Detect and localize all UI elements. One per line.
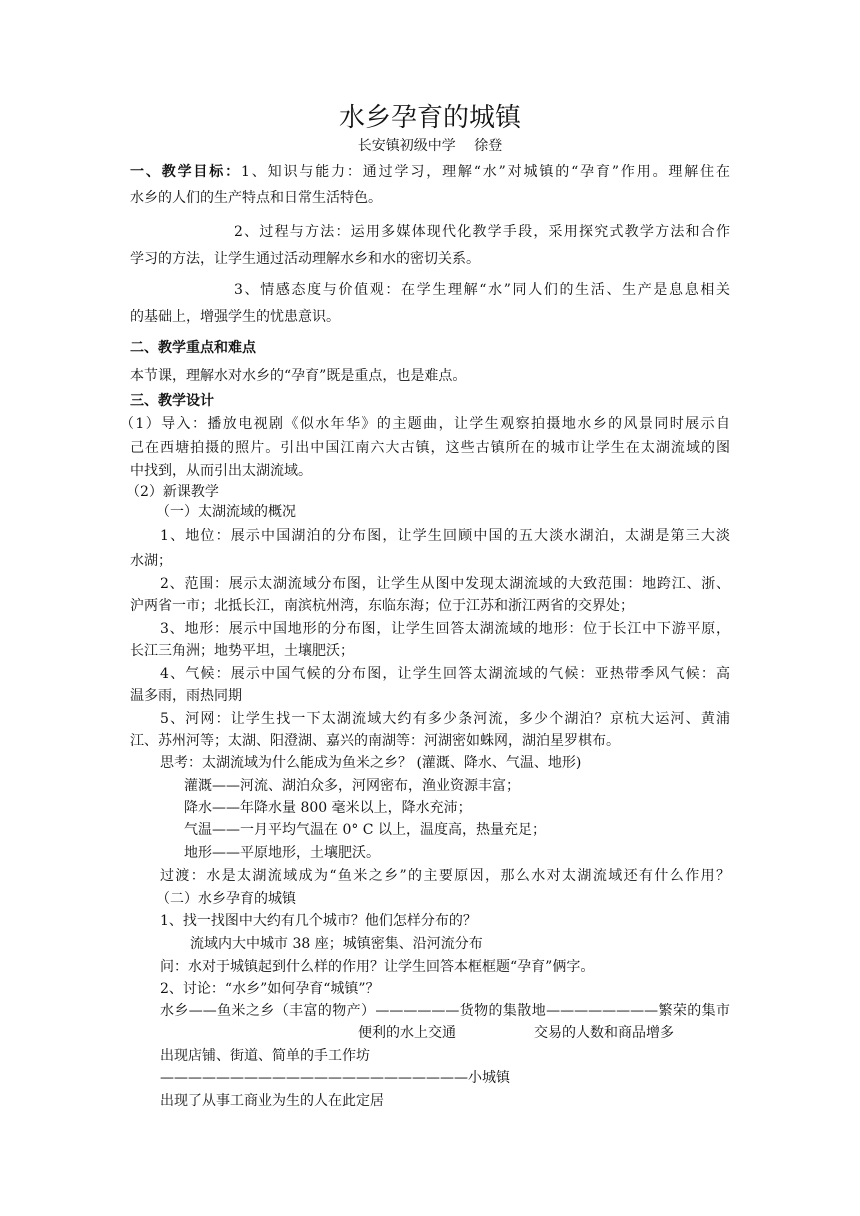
- objectives-line-3: 2、过程与方法：运用多媒体现代化教学手段，采用探究式教学方法和合作: [234, 224, 730, 240]
- page-title: 水乡孕育的城镇: [338, 103, 521, 133]
- design-line: 3、地形：展示中国地形的分布图，让学生回答太湖流域的地形：位于长江中下游平原，: [160, 621, 730, 637]
- design-line: 1、地位：展示中国湖泊的分布图，让学生回顾中国的五大淡水湖泊，太湖是第三大淡: [160, 528, 730, 544]
- author-byline: 长安镇初级中学 徐登: [357, 138, 503, 154]
- design-line: 4、气候：展示中国气候的分布图，让学生回答太湖流域的气候：亚热带季风气候：高: [160, 666, 730, 682]
- design-line: 5、河网：让学生找一下太湖流域大约有多少条河流，多少个湖泊？京杭大运河、黄浦: [160, 711, 730, 727]
- objectives-line-4: 学习的方法，让学生通过活动理解水乡和水的密切关系。: [130, 251, 480, 267]
- design-line: 中找到，从而引出太湖流域。: [130, 463, 312, 479]
- section-heading-design: 三、教学设计: [130, 393, 214, 409]
- design-line: 地形——平原地形，土壤肥沃。: [184, 845, 380, 861]
- design-line: 便利的水上交通: [358, 1025, 456, 1041]
- design-line: 1、找一找图中大约有几个城市？他们怎样分布的？: [160, 913, 477, 929]
- design-line: 出现店铺、街道、简单的手工作坊: [160, 1048, 370, 1064]
- design-line: 2、范围：展示太湖流域分布图，让学生从图中发现太湖流域的大致范围：地跨江、浙、: [160, 576, 730, 592]
- design-line: 出现了从事工商业为生的人在此定居: [160, 1093, 384, 1109]
- objectives-heading: 一、教学目标：: [130, 164, 242, 180]
- key-points-text: 本节课，理解水对水乡的“孕育”既是重点，也是难点。: [130, 368, 467, 384]
- design-line: 水湖；: [130, 553, 172, 569]
- design-line: （2）新课教学: [126, 484, 219, 500]
- design-line: 水乡——鱼米之乡（丰富的物产）——————货物的集散地————————繁荣的集市: [160, 1003, 730, 1019]
- design-line: 降水——年降水量 800 毫米以上，降水充沛；: [184, 800, 472, 816]
- objectives-line-1: 一、教学目标：1、知识与能力：通过学习，理解“水”对城镇的“孕育”作用。理解住在: [130, 164, 730, 180]
- design-line: 沪两省一市；北抵长江，南滨杭州湾，东临东海；位于江苏和浙江两省的交界处；: [130, 598, 634, 614]
- design-line: 气温——一月平均气温在 0° C 以上，温度高，热量充足；: [184, 822, 546, 838]
- design-line: 思考：太湖流域为什么能成为鱼米之乡？ (灌溉、降水、气温、地形): [160, 755, 582, 771]
- design-line: ——————————————————————小城镇: [160, 1070, 510, 1086]
- design-line: （1）导入：播放电视剧《似水年华》的主题曲，让学生观察拍摄地水乡的风景同时展示自: [120, 416, 730, 432]
- design-line: 长江三角洲；地势平坦，土壤肥沃；: [130, 643, 354, 659]
- design-line: 2、讨论：“水乡”如何孕育“城镇”？: [160, 981, 380, 997]
- design-line: 交易的人数和商品增多: [534, 1025, 674, 1041]
- objectives-line-6: 的基础上，增强学生的忧患意识。: [130, 309, 340, 325]
- design-line: 温多雨，雨热同期: [130, 688, 242, 704]
- design-line: （二）水乡孕育的城镇: [156, 891, 296, 907]
- section-heading-key-points: 二、教学重点和难点: [130, 340, 256, 356]
- design-line: 己在西塘拍摄的照片。引出中国江南六大古镇，这些古镇所在的城市让学生在太湖流域的图: [130, 440, 730, 456]
- design-line: 江、苏州河等；太湖、阳澄湖、嘉兴的南湖等：河湖密如蛛网，湖泊星罗棋布。: [130, 733, 620, 749]
- objectives-line-2: 水乡的人们的生产特点和日常生活特色。: [130, 190, 382, 206]
- design-line: 问：水对于城镇起到什么样的作用？让学生回答本框框题“孕育”俩字。: [160, 959, 595, 975]
- design-line: 灌溉——河流、湖泊众多，河网密布，渔业资源丰富；: [184, 778, 520, 794]
- objectives-line-5: 3、情感态度与价值观：在学生理解“水”同人们的生活、生产是息息相关: [234, 282, 730, 298]
- design-line: （一）太湖流域的概况: [156, 504, 296, 520]
- design-line: 流域内大中城市 38 座；城镇密集、沿河流分布: [190, 936, 483, 952]
- design-line: 过渡：水是太湖流域成为“鱼米之乡”的主要原因，那么水对太湖流域还有什么作用？: [160, 868, 730, 884]
